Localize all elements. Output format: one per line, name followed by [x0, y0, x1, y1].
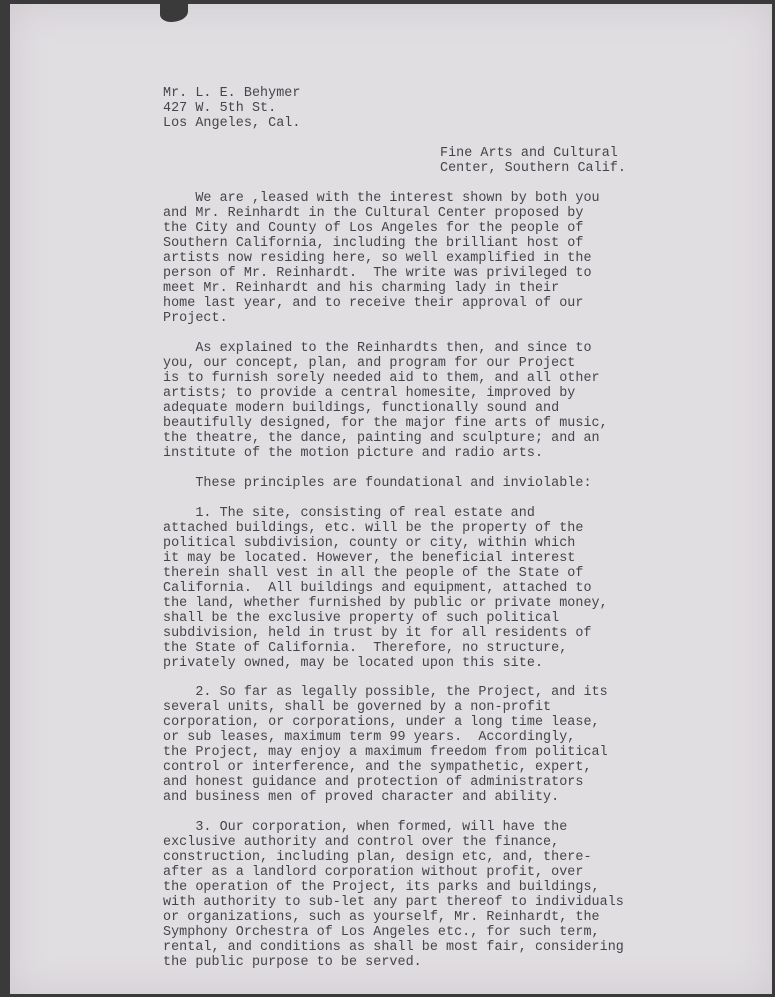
- text-line: institute of the motion picture and radio arts.: [163, 445, 544, 461]
- paragraph-principle-3: [163, 821, 624, 971]
- text-line: political subdivision, county or city, within which: [163, 535, 576, 551]
- text-line: Southern California, including the brilliant host of: [163, 235, 584, 251]
- department-line: Fine Arts and Cultural: [440, 146, 618, 161]
- text-line: person of Mr. Reinhardt. The write was privileged to: [163, 265, 592, 281]
- text-line: As explained to the Reinhardts then, and since to: [163, 341, 592, 356]
- paragraph-concept: [163, 342, 608, 462]
- text-line: adequate modern buildings, functionally sound and: [163, 400, 560, 416]
- text-line: 3. Our corporation, when formed, will have the: [163, 820, 568, 835]
- text-line: corporation, or corporations, under a long time lease,: [163, 714, 600, 730]
- text-line: construction, including plan, design etc, and, there-: [163, 849, 592, 865]
- text-line: 1. The site, consisting of real estate and: [163, 506, 535, 521]
- text-line: rental, and conditions as shall be most fair, considering: [163, 939, 624, 955]
- addressee-line: Los Angeles, Cal.: [163, 115, 301, 131]
- text-line: it may be located. However, the beneficial interest: [163, 550, 576, 566]
- text-line: and Mr. Reinhardt in the Cultural Center proposed by: [163, 205, 584, 221]
- text-line: the public purpose to be served.: [163, 954, 422, 970]
- text-line: control or interference, and the sympathetic, expert,: [163, 759, 592, 775]
- text-line: therein shall vest in all the people of the State of: [163, 565, 584, 581]
- text-line: the operation of the Project, its parks and buildings,: [163, 879, 600, 895]
- text-line: you, our concept, plan, and program for our Project: [163, 355, 576, 371]
- paragraph-principle-2: [163, 686, 608, 806]
- text-line: California. All buildings and equipment, attached to: [163, 580, 592, 596]
- text-line: 2. So far as legally possible, the Project, and its: [163, 685, 608, 700]
- paragraph-principle-1: [163, 507, 608, 671]
- addressee-line: Mr. L. E. Behymer: [163, 86, 301, 101]
- text-line: or sub leases, maximum term 99 years. Accordingly,: [163, 729, 576, 745]
- text-line: These principles are foundational and inviolable:: [163, 476, 592, 491]
- text-line: Symphony Orchestra of Los Angeles etc., for such term,: [163, 924, 600, 940]
- text-line: Project.: [163, 310, 228, 326]
- addressee-line: 427 W. 5th St.: [163, 100, 277, 116]
- text-line: the Project, may enjoy a maximum freedom from political: [163, 744, 608, 760]
- text-line: meet Mr. Reinhardt and his charming lady in their: [163, 280, 560, 296]
- department-line: Center, Southern Calif.: [440, 160, 626, 176]
- text-line: or organizations, such as yourself, Mr. Reinhardt, the: [163, 909, 600, 925]
- text-line: artists; to provide a central homesite, improved by: [163, 385, 576, 401]
- text-line: several units, shall be governed by a non-profit: [163, 699, 552, 715]
- letter-page: [10, 4, 772, 994]
- text-line: the theatre, the dance, painting and sculpture; and an: [163, 430, 600, 446]
- text-line: exclusive authority and control over the finance,: [163, 834, 560, 850]
- torn-corner: [160, 4, 188, 22]
- text-line: with authority to sub-let any part thereof to individuals: [163, 894, 624, 910]
- text-line: the City and County of Los Angeles for the people of: [163, 220, 584, 236]
- text-line: the State of California. Therefore, no structure,: [163, 640, 568, 656]
- paragraph-intro: [163, 192, 600, 327]
- text-line: privately owned, may be located upon this site.: [163, 655, 544, 671]
- text-line: artists now residing here, so well examplified in the: [163, 250, 592, 266]
- text-line: beautifully designed, for the major fine arts of music,: [163, 415, 608, 431]
- text-line: and business men of proved character and ability.: [163, 789, 560, 805]
- text-line: home last year, and to receive their approval of our: [163, 295, 584, 311]
- text-line: subdivision, held in trust by it for all residents of: [163, 625, 592, 641]
- text-line: is to furnish sorely needed aid to them, and all other: [163, 370, 600, 386]
- text-line: We are ,leased with the interest shown by both you: [163, 191, 600, 206]
- text-line: and honest guidance and protection of administrators: [163, 774, 584, 790]
- paragraph-principles-heading: [163, 477, 592, 492]
- text-line: attached buildings, etc. will be the property of the: [163, 520, 584, 536]
- text-line: after as a landlord corporation without profit, over: [163, 864, 584, 880]
- addressee-block: [163, 87, 300, 132]
- department-heading: [440, 147, 626, 177]
- text-line: the land, whether furnished by public or private money,: [163, 595, 608, 611]
- text-line: shall be the exclusive property of such political: [163, 610, 560, 626]
